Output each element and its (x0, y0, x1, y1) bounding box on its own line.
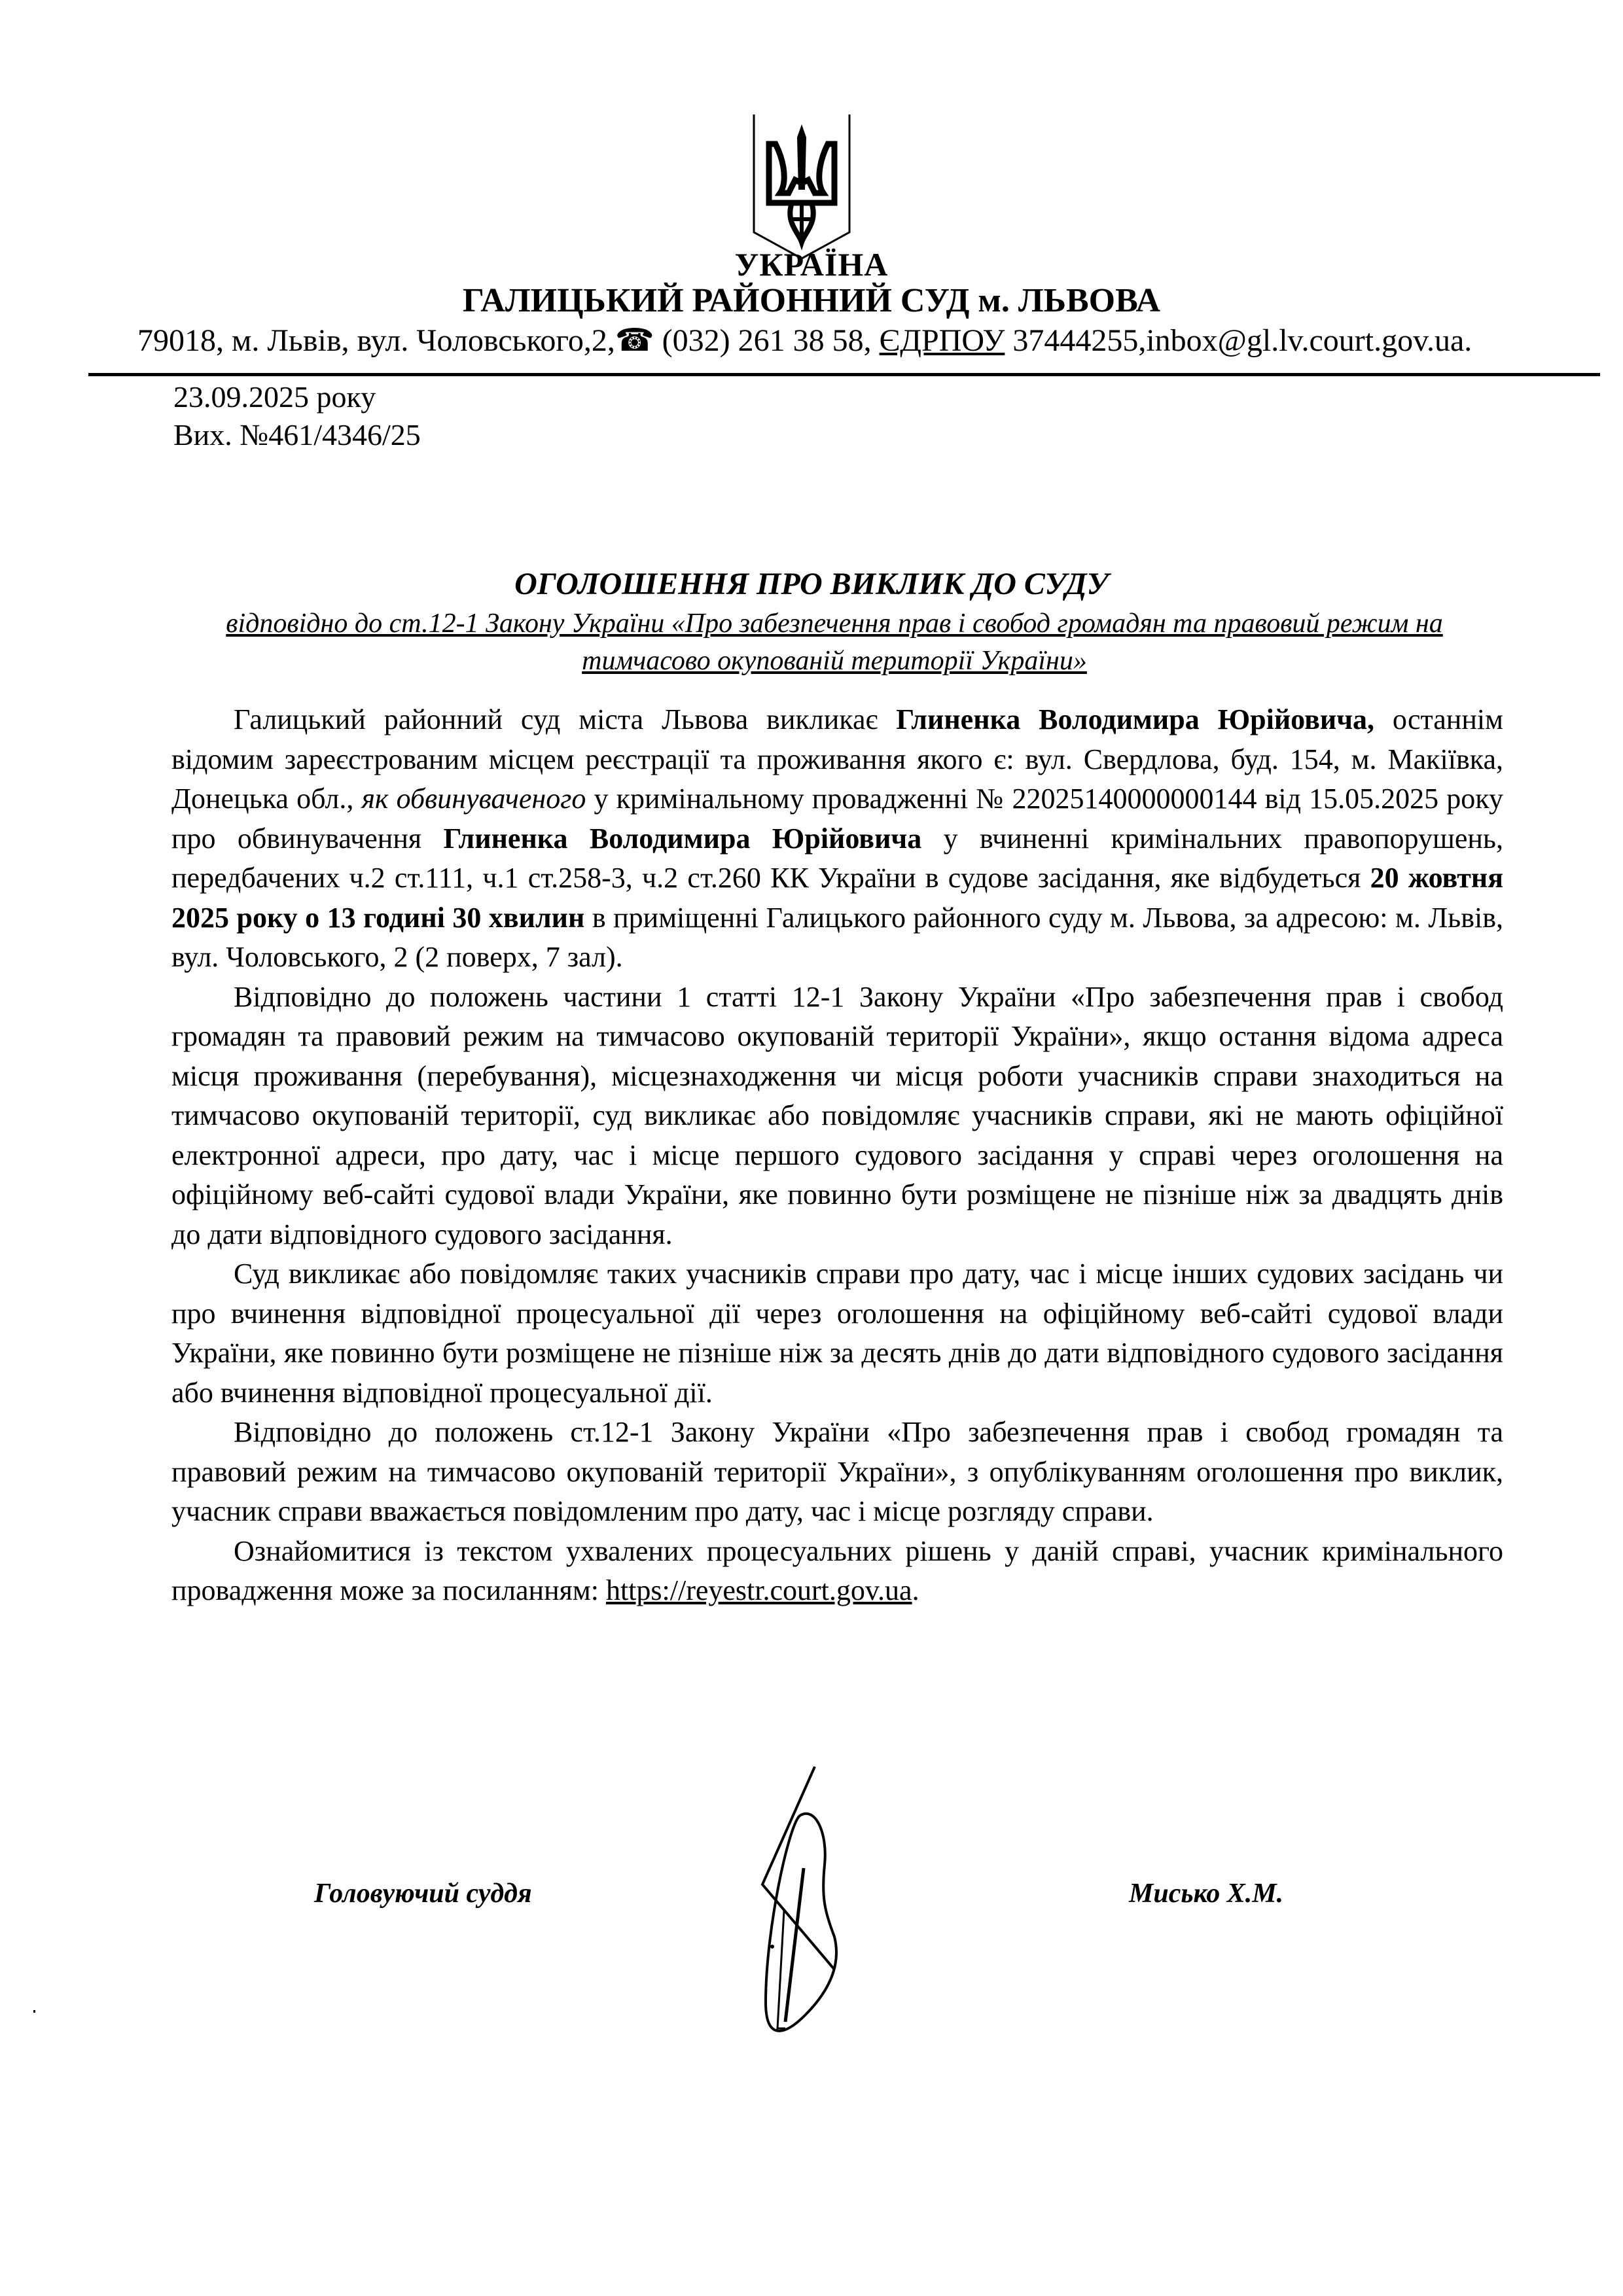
signer-name: Мисько Х.М. (1129, 1879, 1284, 1909)
edrpou-value: 37444255, (1012, 323, 1147, 358)
court-address: 79018, м. Львів, вул. Чоловського,2, (137, 323, 615, 358)
document-meta (173, 378, 421, 454)
scan-speck (33, 2010, 35, 2013)
document-title: ОГОЛОШЕННЯ ПРО ВИКЛИК ДО СУДУ (514, 567, 1109, 601)
paragraph-summons: Галицький районний суд міста Львова викликає Глиненка Володимира Юрійовича, останнім відомим зареєстрованим місцем реєстрації та проживання якого є: вул. Свердлова, буд. 154, м. Макіївка, Донецька обл., як обвинуваченого у кримінальному провадженні № 22025140000000144 від 15.05.2025 року про обвинувачення Глиненка Володимира Юрійовича у вчиненні кримінальних правопорушень, передбачених ч.2 ст.111, ч.1 ст.258-3, ч.2 ст.260 КК України в судове засідання, яке відбудеться 20 жовтня 2025 року о 13 годині 30 хвилин в приміщенні Галицького районного суду м. Львова, за адресою: м. Львів, вул. Чоловського, 2 (2 поверх, 7 зал). (171, 703, 1503, 973)
paragraph-law-3: Відповідно до положень ст.12-1 Закону України «Про забезпечення прав і свобод громадян та правовий режим на тимчасово окупованій території України», з опублікуванням оголошення про виклик, учасник справи вважається повідомленим про дату, час і місце розгляду справи. (171, 1416, 1503, 1527)
defendant-name: Глиненка Володимира Юрійовича, (896, 703, 1375, 735)
registry-link[interactable]: https://reyestr.court.gov.ua (605, 1574, 912, 1606)
outgoing-number: Вих. №461/4346/25 (173, 418, 421, 451)
coat-of-arms-icon (746, 111, 857, 262)
signer-role: Головуючий суддя (314, 1879, 532, 1909)
defendant-name-2: Глиненка Володимира Юрійовича (443, 822, 922, 855)
phone-icon: ☎ (615, 323, 654, 358)
paragraph-registry: Ознайомитися із текстом ухвалених процесуальних рішень у даній справі, учасник кримінального провадження може за посиланням: https://reyestr.court.gov.ua. (171, 1534, 1503, 1606)
country-heading: УКРАЇНА (734, 246, 889, 283)
court-phone: (032) 261 38 58, (662, 323, 872, 358)
hearing-datetime: 20 жовтня 2025 року о 13 годині 30 хвилин (171, 862, 1503, 934)
document-body (171, 700, 1503, 1611)
header-divider (88, 373, 1600, 376)
document-date: 23.09.2025 року (173, 380, 376, 414)
court-contact-line (137, 322, 1544, 359)
paragraph-law-1: Відповідно до положень частини 1 статті 12-1 Закону України «Про забезпечення прав і свобод громадян та правовий режим на тимчасово окупованій території України», якщо остання відома адреса місця проживання (перебування), місцезнаходження чи місця роботи учасників справи знаходиться на тимчасово окупованій території, суд викликає або повідомляє учасників справи, які не мають офіційної електронної адреси, про дату, час і місце першого судового засідання у справі через оголошення на офіційному веб-сайті судової влади України, яке повинно бути розміщене не пізніше ніж за двадцять днів до дати відповідного судового засідання. (171, 980, 1503, 1250)
court-name-heading: ГАЛИЦЬКИЙ РАЙОННИЙ СУД м. ЛЬВОВА (462, 282, 1161, 319)
court-email[interactable]: inbox@gl.lv.court.gov.ua. (1146, 323, 1472, 358)
party-role: як обвинуваченого (361, 783, 586, 815)
edrpou-label: ЄДРПОУ (879, 323, 1005, 358)
document-subtitle: відповідно до ст.12-1 Закону України «Про забезпечення прав і свобод громадян та правовий режим на тимчасово окупованій території України» (226, 609, 1443, 676)
handwritten-signature-icon (654, 1754, 995, 2041)
paragraph-law-2: Суд викликає або повідомляє таких учасників справи про дату, час і місце інших судових засідань чи про вчинення відповідної процесуальної дії через оголошення на офіційному веб-сайті судової влади України, яке повинно бути розміщене не пізніше ніж за десять днів до дати відповідного судового засідання або вчинення відповідної процесуальної дії. (171, 1258, 1503, 1409)
